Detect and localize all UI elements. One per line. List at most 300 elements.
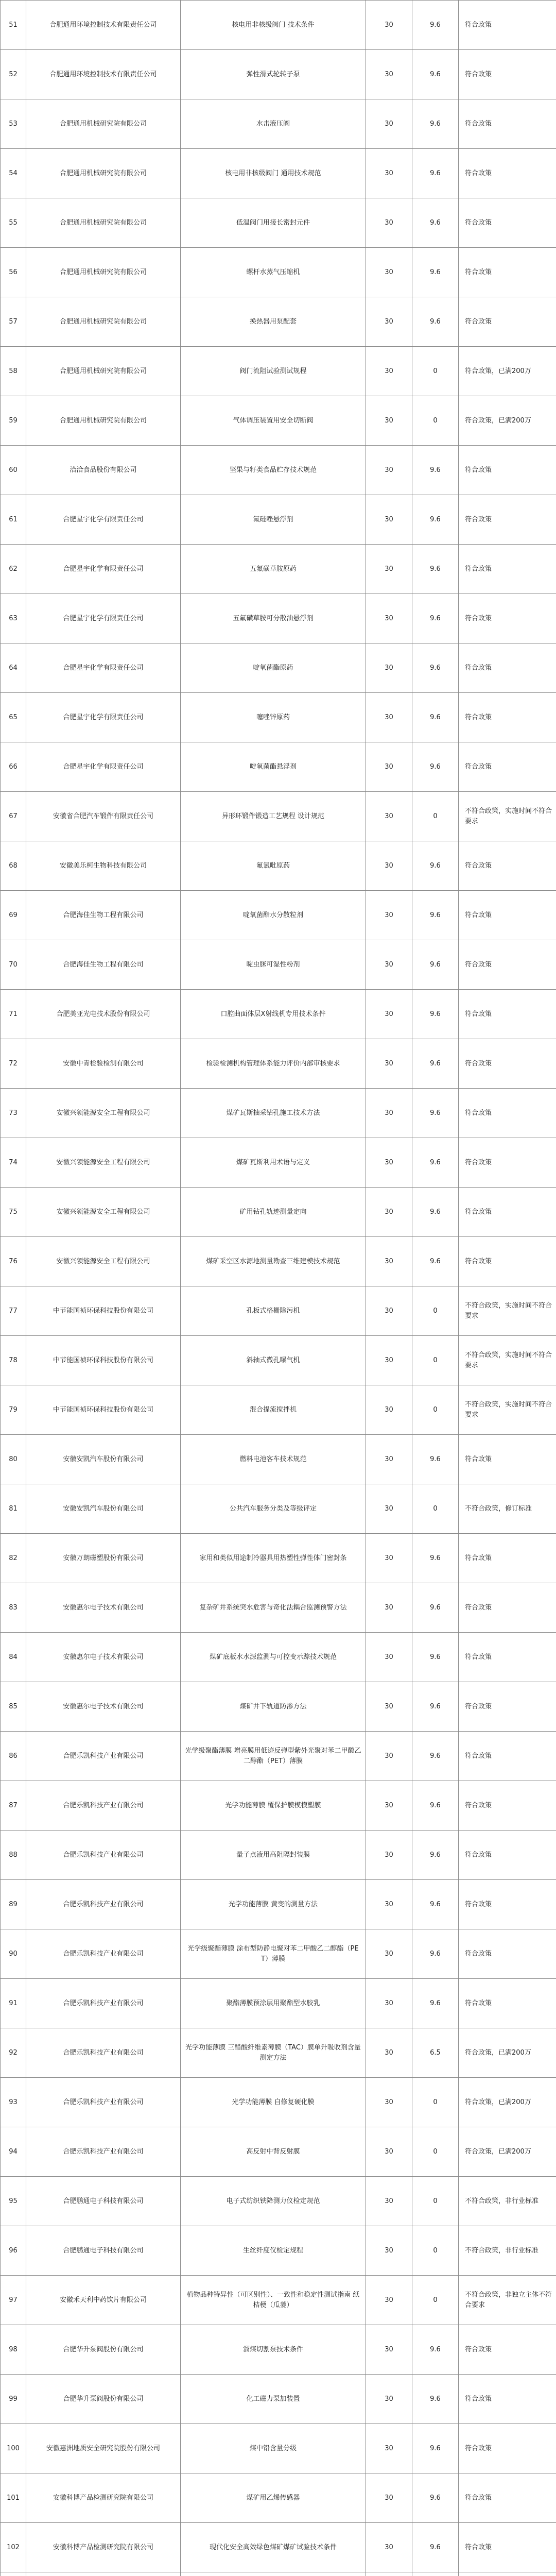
standard-title	[181, 2572, 366, 2576]
row-number: 53	[1, 99, 26, 149]
row-number: 92	[1, 2028, 26, 2078]
organization-name	[26, 2572, 181, 2576]
organization-name: 合肥星宇化学有限责任公司	[26, 742, 181, 792]
organization-name: 安徽兴领能源安全工程有限公司	[26, 1188, 181, 1237]
subsidy-amount: 0	[412, 1286, 459, 1336]
organization-name: 合肥乐凯科技产业有限公司	[26, 2078, 181, 2127]
review-result: 符合政策	[459, 643, 556, 693]
review-result: 符合政策	[459, 1880, 556, 1929]
table-row	[1, 1831, 556, 1880]
base-score: 30	[366, 2127, 412, 2177]
review-result: 不符合政策，实施时间不符合要求	[459, 1286, 556, 1336]
standard-title: 煤矿瓦斯利用术语与定义	[181, 1138, 366, 1188]
standard-title: 生丝纤度仪检定规程	[181, 2226, 366, 2276]
organization-name: 合肥鹏通电子科技有限公司	[26, 2226, 181, 2276]
review-result: 符合政策	[459, 1583, 556, 1633]
organization-name: 安徽兴领能源安全工程有限公司	[26, 1089, 181, 1138]
organization-name: 合肥华升泵阀股份有限公司	[26, 2325, 181, 2375]
standard-title: 光学级聚酯薄膜 涂布型防静电聚对苯二甲酸乙二醇酯（PET）薄膜	[181, 1929, 366, 1979]
base-score: 30	[366, 545, 412, 594]
row-number: 54	[1, 149, 26, 198]
row-number: 68	[1, 841, 26, 891]
table-row	[1, 2226, 556, 2276]
review-result: 符合政策	[459, 1633, 556, 1682]
organization-name: 合肥海佳生物工程有限公司	[26, 940, 181, 990]
base-score: 30	[366, 1831, 412, 1880]
base-score: 30	[366, 594, 412, 643]
subsidy-amount: 9.6	[412, 2375, 459, 2424]
table-row	[1, 2177, 556, 2226]
subsidy-amount: 0	[412, 2226, 459, 2276]
standard-title: 五氟磺草胺原药	[181, 545, 366, 594]
review-result	[459, 2572, 556, 2576]
table-row	[1, 594, 556, 643]
base-score: 30	[366, 792, 412, 841]
organization-name: 安徽科博产品检测研究院有限公司	[26, 2473, 181, 2523]
subsidy-amount: 0	[412, 1336, 459, 1385]
organization-name: 合肥通用机械研究院有限公司	[26, 198, 181, 248]
table-row	[1, 545, 556, 594]
row-number: 97	[1, 2276, 26, 2325]
table-row	[1, 1979, 556, 2028]
review-result: 符合政策，已满200万	[459, 2127, 556, 2177]
standard-title: 气体调压装置用安全切断阀	[181, 396, 366, 446]
table-row	[1, 2523, 556, 2572]
subsidy-amount: 9.6	[412, 1682, 459, 1732]
standard-title: 高反射中背反射膜	[181, 2127, 366, 2177]
base-score: 30	[366, 1188, 412, 1237]
base-score: 30	[366, 1583, 412, 1633]
base-score: 30	[366, 446, 412, 495]
subsidy-amount: 9.6	[412, 446, 459, 495]
row-number: 51	[1, 1, 26, 50]
subsidy-amount: 9.6	[412, 693, 459, 742]
organization-name: 安徽中青检验检测有限公司	[26, 1039, 181, 1089]
organization-name: 安徽兴领能源安全工程有限公司	[26, 1237, 181, 1286]
standard-title: 氟硅唑悬浮剂	[181, 495, 366, 545]
subsidy-amount: 9.6	[412, 248, 459, 297]
standard-title: 噻唑锌原药	[181, 693, 366, 742]
organization-name: 合肥乐凯科技产业有限公司	[26, 1831, 181, 1880]
subsidy-amount: 0	[412, 2078, 459, 2127]
row-number: 76	[1, 1237, 26, 1286]
base-score: 30	[366, 2177, 412, 2226]
table-row	[1, 1089, 556, 1138]
row-number: 71	[1, 990, 26, 1039]
base-score: 30	[366, 1534, 412, 1583]
subsidy-amount: 0	[412, 396, 459, 446]
standard-title: 啶氧菌酯悬浮剂	[181, 742, 366, 792]
table-row	[1, 1435, 556, 1484]
review-result: 符合政策	[459, 1237, 556, 1286]
subsidy-amount: 9.6	[412, 2325, 459, 2375]
organization-name: 合肥星宇化学有限责任公司	[26, 594, 181, 643]
subsidy-amount: 9.6	[412, 1188, 459, 1237]
standard-title: 复杂矿井系统突水危害与奇化法耦合监测预警方法	[181, 1583, 366, 1633]
review-result: 符合政策	[459, 1089, 556, 1138]
organization-name: 洽洽食品股份有限公司	[26, 446, 181, 495]
table-row	[1, 99, 556, 149]
review-result: 符合政策	[459, 1, 556, 50]
subsidy-amount: 6.5	[412, 2028, 459, 2078]
organization-name: 合肥星宇化学有限责任公司	[26, 495, 181, 545]
base-score: 30	[366, 347, 412, 396]
review-result: 符合政策	[459, 2325, 556, 2375]
review-result: 符合政策，已满200万	[459, 2078, 556, 2127]
standard-title: 溜煤切割泵技术条件	[181, 2325, 366, 2375]
table-row	[1, 742, 556, 792]
row-number: 88	[1, 1831, 26, 1880]
row-number	[1, 2572, 26, 2576]
table-row	[1, 2375, 556, 2424]
organization-name: 安徽惠尔电子技术有限公司	[26, 1633, 181, 1682]
row-number: 102	[1, 2523, 26, 2572]
standard-title: 啶虫脒可湿性粉剂	[181, 940, 366, 990]
table-row	[1, 643, 556, 693]
table-row	[1, 1336, 556, 1385]
subsidy-amount: 9.6	[412, 99, 459, 149]
review-result: 符合政策	[459, 841, 556, 891]
organization-name: 安徽兴领能源安全工程有限公司	[26, 1138, 181, 1188]
standard-title: 煤矿底板水水源监测与可控变示踪技术规范	[181, 1633, 366, 1682]
subsidy-amount: 0	[412, 347, 459, 396]
base-score: 30	[366, 1929, 412, 1979]
row-number: 80	[1, 1435, 26, 1484]
subsidy-amount: 9.6	[412, 1583, 459, 1633]
subsidy-amount: 9.6	[412, 990, 459, 1039]
row-number: 101	[1, 2473, 26, 2523]
standard-title: 电子式纺织铁降测力仪检定规范	[181, 2177, 366, 2226]
subsidy-amount: 0	[412, 1385, 459, 1435]
review-result: 符合政策	[459, 149, 556, 198]
standard-title: 斜轴式微孔曝气机	[181, 1336, 366, 1385]
base-score: 30	[366, 99, 412, 149]
standard-title: 光学功能薄膜 三醋酸纤维素薄膜（TAC）膜单升吸收剂含量测定方法	[181, 2028, 366, 2078]
table-row	[1, 1929, 556, 1979]
organization-name: 合肥通用机械研究院有限公司	[26, 149, 181, 198]
organization-name: 合肥华升泵阀股份有限公司	[26, 2375, 181, 2424]
standard-title: 光学级聚酯薄膜 增亮膜用低迹反弹型紫外光聚对苯二甲酸乙二醇酯（PET）薄膜	[181, 1732, 366, 1781]
subsidy-amount: 9.6	[412, 1237, 459, 1286]
row-number: 85	[1, 1682, 26, 1732]
row-number: 55	[1, 198, 26, 248]
review-result: 符合政策	[459, 2523, 556, 2572]
organization-name: 安徽惠洲地质安全研究院股份有限公司	[26, 2424, 181, 2473]
review-result: 符合政策	[459, 693, 556, 742]
standard-title: 聚酯薄膜预涂层用聚酯型水胶乳	[181, 1979, 366, 2028]
standard-title: 量子点液用高阻隔封装膜	[181, 1831, 366, 1880]
subsidy-amount: 9.6	[412, 1435, 459, 1484]
table-row	[1, 396, 556, 446]
review-result: 不符合政策，实施时间不符合要求	[459, 792, 556, 841]
standard-title: 煤矿井下轨道防渗方法	[181, 1682, 366, 1732]
subsidy-amount: 9.6	[412, 2473, 459, 2523]
organization-name: 合肥通用环境控制技术有限责任公司	[26, 50, 181, 99]
base-score: 30	[366, 396, 412, 446]
review-result: 符合政策	[459, 594, 556, 643]
row-number: 98	[1, 2325, 26, 2375]
row-number: 60	[1, 446, 26, 495]
base-score: 30	[366, 1336, 412, 1385]
review-result: 符合政策	[459, 1534, 556, 1583]
row-number: 72	[1, 1039, 26, 1089]
standard-title: 换热器用泵配套	[181, 297, 366, 347]
subsidy-amount	[412, 2572, 459, 2576]
base-score: 30	[366, 1979, 412, 2028]
review-result: 符合政策	[459, 1979, 556, 2028]
table-row	[1, 50, 556, 99]
standard-title: 公共汽车服务分类及等级评定	[181, 1484, 366, 1534]
table-row	[1, 2078, 556, 2127]
base-score: 30	[366, 990, 412, 1039]
standard-title: 啶氧菌酯原药	[181, 643, 366, 693]
row-number: 63	[1, 594, 26, 643]
organization-name: 合肥通用机械研究院有限公司	[26, 99, 181, 149]
review-result: 符合政策	[459, 50, 556, 99]
subsidy-amount: 0	[412, 2276, 459, 2325]
row-number: 78	[1, 1336, 26, 1385]
organization-name: 合肥乐凯科技产业有限公司	[26, 1732, 181, 1781]
organization-name: 合肥乐凯科技产业有限公司	[26, 1979, 181, 2028]
base-score: 30	[366, 1633, 412, 1682]
table-row	[1, 1880, 556, 1929]
review-result: 符合政策	[459, 1039, 556, 1089]
review-result: 符合政策	[459, 1188, 556, 1237]
base-score: 30	[366, 1237, 412, 1286]
row-number: 96	[1, 2226, 26, 2276]
table-row	[1, 149, 556, 198]
table-row	[1, 2127, 556, 2177]
organization-name: 合肥乐凯科技产业有限公司	[26, 1781, 181, 1831]
standard-title: 孔板式格栅除污机	[181, 1286, 366, 1336]
base-score: 30	[366, 2325, 412, 2375]
row-number: 79	[1, 1385, 26, 1435]
standard-title: 口腔曲面体层X射线机专用技术条件	[181, 990, 366, 1039]
standard-title: 坚果与籽类食品贮存技术规范	[181, 446, 366, 495]
base-score: 30	[366, 841, 412, 891]
review-result: 不符合政策，修订标准	[459, 1484, 556, 1534]
row-number: 61	[1, 495, 26, 545]
base-score: 30	[366, 248, 412, 297]
base-score: 30	[366, 742, 412, 792]
review-result: 不符合政策，非行业标准	[459, 2177, 556, 2226]
base-score: 30	[366, 1484, 412, 1534]
table-row	[1, 1188, 556, 1237]
subsidy-amount: 9.6	[412, 1089, 459, 1138]
review-result: 符合政策	[459, 495, 556, 545]
row-number: 100	[1, 2424, 26, 2473]
subsidy-amount: 9.6	[412, 1633, 459, 1682]
row-number: 70	[1, 940, 26, 990]
subsidy-amount: 9.6	[412, 643, 459, 693]
standard-title: 阀门流阻试验测试规程	[181, 347, 366, 396]
row-number: 62	[1, 545, 26, 594]
organization-name: 合肥星宇化学有限责任公司	[26, 643, 181, 693]
standard-title: 五氟磺草胺可分散油悬浮剂	[181, 594, 366, 643]
row-number: 95	[1, 2177, 26, 2226]
base-score: 30	[366, 1385, 412, 1435]
base-score	[366, 2572, 412, 2576]
subsidy-amount: 9.6	[412, 1732, 459, 1781]
standard-title: 水击液压阀	[181, 99, 366, 149]
row-number: 74	[1, 1138, 26, 1188]
review-result: 符合政策	[459, 1929, 556, 1979]
standard-title: 啶氧菌酯水分散粒剂	[181, 891, 366, 940]
subsidy-amount: 9.6	[412, 1831, 459, 1880]
row-number: 83	[1, 1583, 26, 1633]
organization-name: 合肥通用机械研究院有限公司	[26, 396, 181, 446]
base-score: 30	[366, 2078, 412, 2127]
organization-name: 合肥通用环境控制技术有限责任公司	[26, 1, 181, 50]
base-score: 30	[366, 297, 412, 347]
row-number: 89	[1, 1880, 26, 1929]
table-row	[1, 1534, 556, 1583]
organization-name: 合肥乐凯科技产业有限公司	[26, 1929, 181, 1979]
base-score: 30	[366, 891, 412, 940]
review-result: 不符合政策，非行业标准	[459, 2226, 556, 2276]
subsidy-amount: 9.6	[412, 2424, 459, 2473]
organization-name: 合肥通用机械研究院有限公司	[26, 347, 181, 396]
review-result: 符合政策	[459, 248, 556, 297]
standard-title: 矿用钻孔轨迹测量定向	[181, 1188, 366, 1237]
table-row	[1, 1237, 556, 1286]
subsidy-amount: 9.6	[412, 1534, 459, 1583]
table-row	[1, 1732, 556, 1781]
row-number: 66	[1, 742, 26, 792]
standard-title: 煤矿用乙烯传感器	[181, 2473, 366, 2523]
table-body	[1, 1, 556, 2576]
subsidy-amount: 9.6	[412, 1929, 459, 1979]
review-result: 不符合政策，实施时间不符合要求	[459, 1385, 556, 1435]
row-number: 56	[1, 248, 26, 297]
table-row	[1, 1039, 556, 1089]
table-row	[1, 2028, 556, 2078]
base-score: 30	[366, 198, 412, 248]
row-number: 65	[1, 693, 26, 742]
table-row	[1, 2276, 556, 2325]
subsidy-amount: 9.6	[412, 841, 459, 891]
row-number: 77	[1, 1286, 26, 1336]
organization-name: 中节能国祯环保科技股份有限公司	[26, 1286, 181, 1336]
standard-title: 煤矿瓦斯抽采钻孔施工技术方法	[181, 1089, 366, 1138]
table-row	[1, 198, 556, 248]
table-row	[1, 1138, 556, 1188]
base-score: 30	[366, 1089, 412, 1138]
review-result: 符合政策	[459, 1682, 556, 1732]
review-result: 符合政策	[459, 1831, 556, 1880]
base-score: 30	[366, 1435, 412, 1484]
subsidy-amount: 9.6	[412, 1979, 459, 2028]
table-row	[1, 2572, 556, 2576]
row-number: 94	[1, 2127, 26, 2177]
review-result: 符合政策	[459, 198, 556, 248]
row-number: 93	[1, 2078, 26, 2127]
organization-name: 合肥通用机械研究院有限公司	[26, 248, 181, 297]
subsidy-amount: 0	[412, 792, 459, 841]
standard-title: 氟氯吡原药	[181, 841, 366, 891]
subsidy-amount: 9.6	[412, 742, 459, 792]
subsidy-amount: 9.6	[412, 149, 459, 198]
base-score: 30	[366, 495, 412, 545]
table-row	[1, 693, 556, 742]
subsidy-amount: 9.6	[412, 1880, 459, 1929]
table-row	[1, 446, 556, 495]
row-number: 84	[1, 1633, 26, 1682]
review-result: 符合政策	[459, 2375, 556, 2424]
standard-title: 螺杆水蒸气压缩机	[181, 248, 366, 297]
table-row	[1, 792, 556, 841]
review-result: 符合政策	[459, 742, 556, 792]
table-row	[1, 891, 556, 940]
base-score: 30	[366, 1732, 412, 1781]
organization-name: 合肥星宇化学有限责任公司	[26, 545, 181, 594]
table-row	[1, 347, 556, 396]
row-number: 82	[1, 1534, 26, 1583]
subsidy-amount: 9.6	[412, 545, 459, 594]
subsidy-amount: 0	[412, 1484, 459, 1534]
organization-name: 安徽美乐柯生物科技有限公司	[26, 841, 181, 891]
subsidy-amount: 9.6	[412, 1039, 459, 1089]
base-score: 30	[366, 2276, 412, 2325]
standard-title: 弹性滑式轮转子泵	[181, 50, 366, 99]
standard-title: 煤中铅含量分级	[181, 2424, 366, 2473]
table-row	[1, 2424, 556, 2473]
row-number: 75	[1, 1188, 26, 1237]
subsidy-amount: 9.6	[412, 1781, 459, 1831]
base-score: 30	[366, 1880, 412, 1929]
subsidy-amount: 9.6	[412, 1, 459, 50]
base-score: 30	[366, 1039, 412, 1089]
organization-name: 合肥乐凯科技产业有限公司	[26, 1880, 181, 1929]
table-row	[1, 841, 556, 891]
subsidy-amount: 0	[412, 2177, 459, 2226]
standard-title: 光学功能薄膜 黄变的测量方法	[181, 1880, 366, 1929]
table-row	[1, 1286, 556, 1336]
row-number: 91	[1, 1979, 26, 2028]
row-number: 67	[1, 792, 26, 841]
organization-name: 安徽省合肥汽车锻件有限责任公司	[26, 792, 181, 841]
subsidy-amount: 9.6	[412, 940, 459, 990]
standard-title: 植物品种特异性（可区别性）、一致性和稳定性测试指南 纸桔梗（瓜蒌）	[181, 2276, 366, 2325]
base-score: 30	[366, 1682, 412, 1732]
organization-name: 中节能国祯环保科技股份有限公司	[26, 1385, 181, 1435]
standard-title: 化工磁力泵加装置	[181, 2375, 366, 2424]
organization-name: 合肥海佳生物工程有限公司	[26, 891, 181, 940]
table-row	[1, 1781, 556, 1831]
table-row	[1, 248, 556, 297]
base-score: 30	[366, 50, 412, 99]
review-result: 符合政策	[459, 1732, 556, 1781]
standard-title: 家用和类似用途制冷器具用热塑性弹性体门密封条	[181, 1534, 366, 1583]
base-score: 30	[366, 1781, 412, 1831]
organization-name: 合肥鹏通电子科技有限公司	[26, 2177, 181, 2226]
base-score: 30	[366, 2473, 412, 2523]
review-result: 符合政策	[459, 1435, 556, 1484]
subsidy-amount: 9.6	[412, 1138, 459, 1188]
table-row	[1, 990, 556, 1039]
base-score: 30	[366, 1286, 412, 1336]
review-result: 符合政策	[459, 545, 556, 594]
row-number: 86	[1, 1732, 26, 1781]
review-result: 符合政策	[459, 2473, 556, 2523]
table-row	[1, 940, 556, 990]
review-result: 符合政策	[459, 297, 556, 347]
review-result: 不符合政策，非独立主体不符合要求	[459, 2276, 556, 2325]
base-score: 30	[366, 2375, 412, 2424]
organization-name: 合肥乐凯科技产业有限公司	[26, 2127, 181, 2177]
standard-title: 光学功能薄膜 自修复硬化膜	[181, 2078, 366, 2127]
standard-title: 核电用非核级阀门 通用技术规范	[181, 149, 366, 198]
